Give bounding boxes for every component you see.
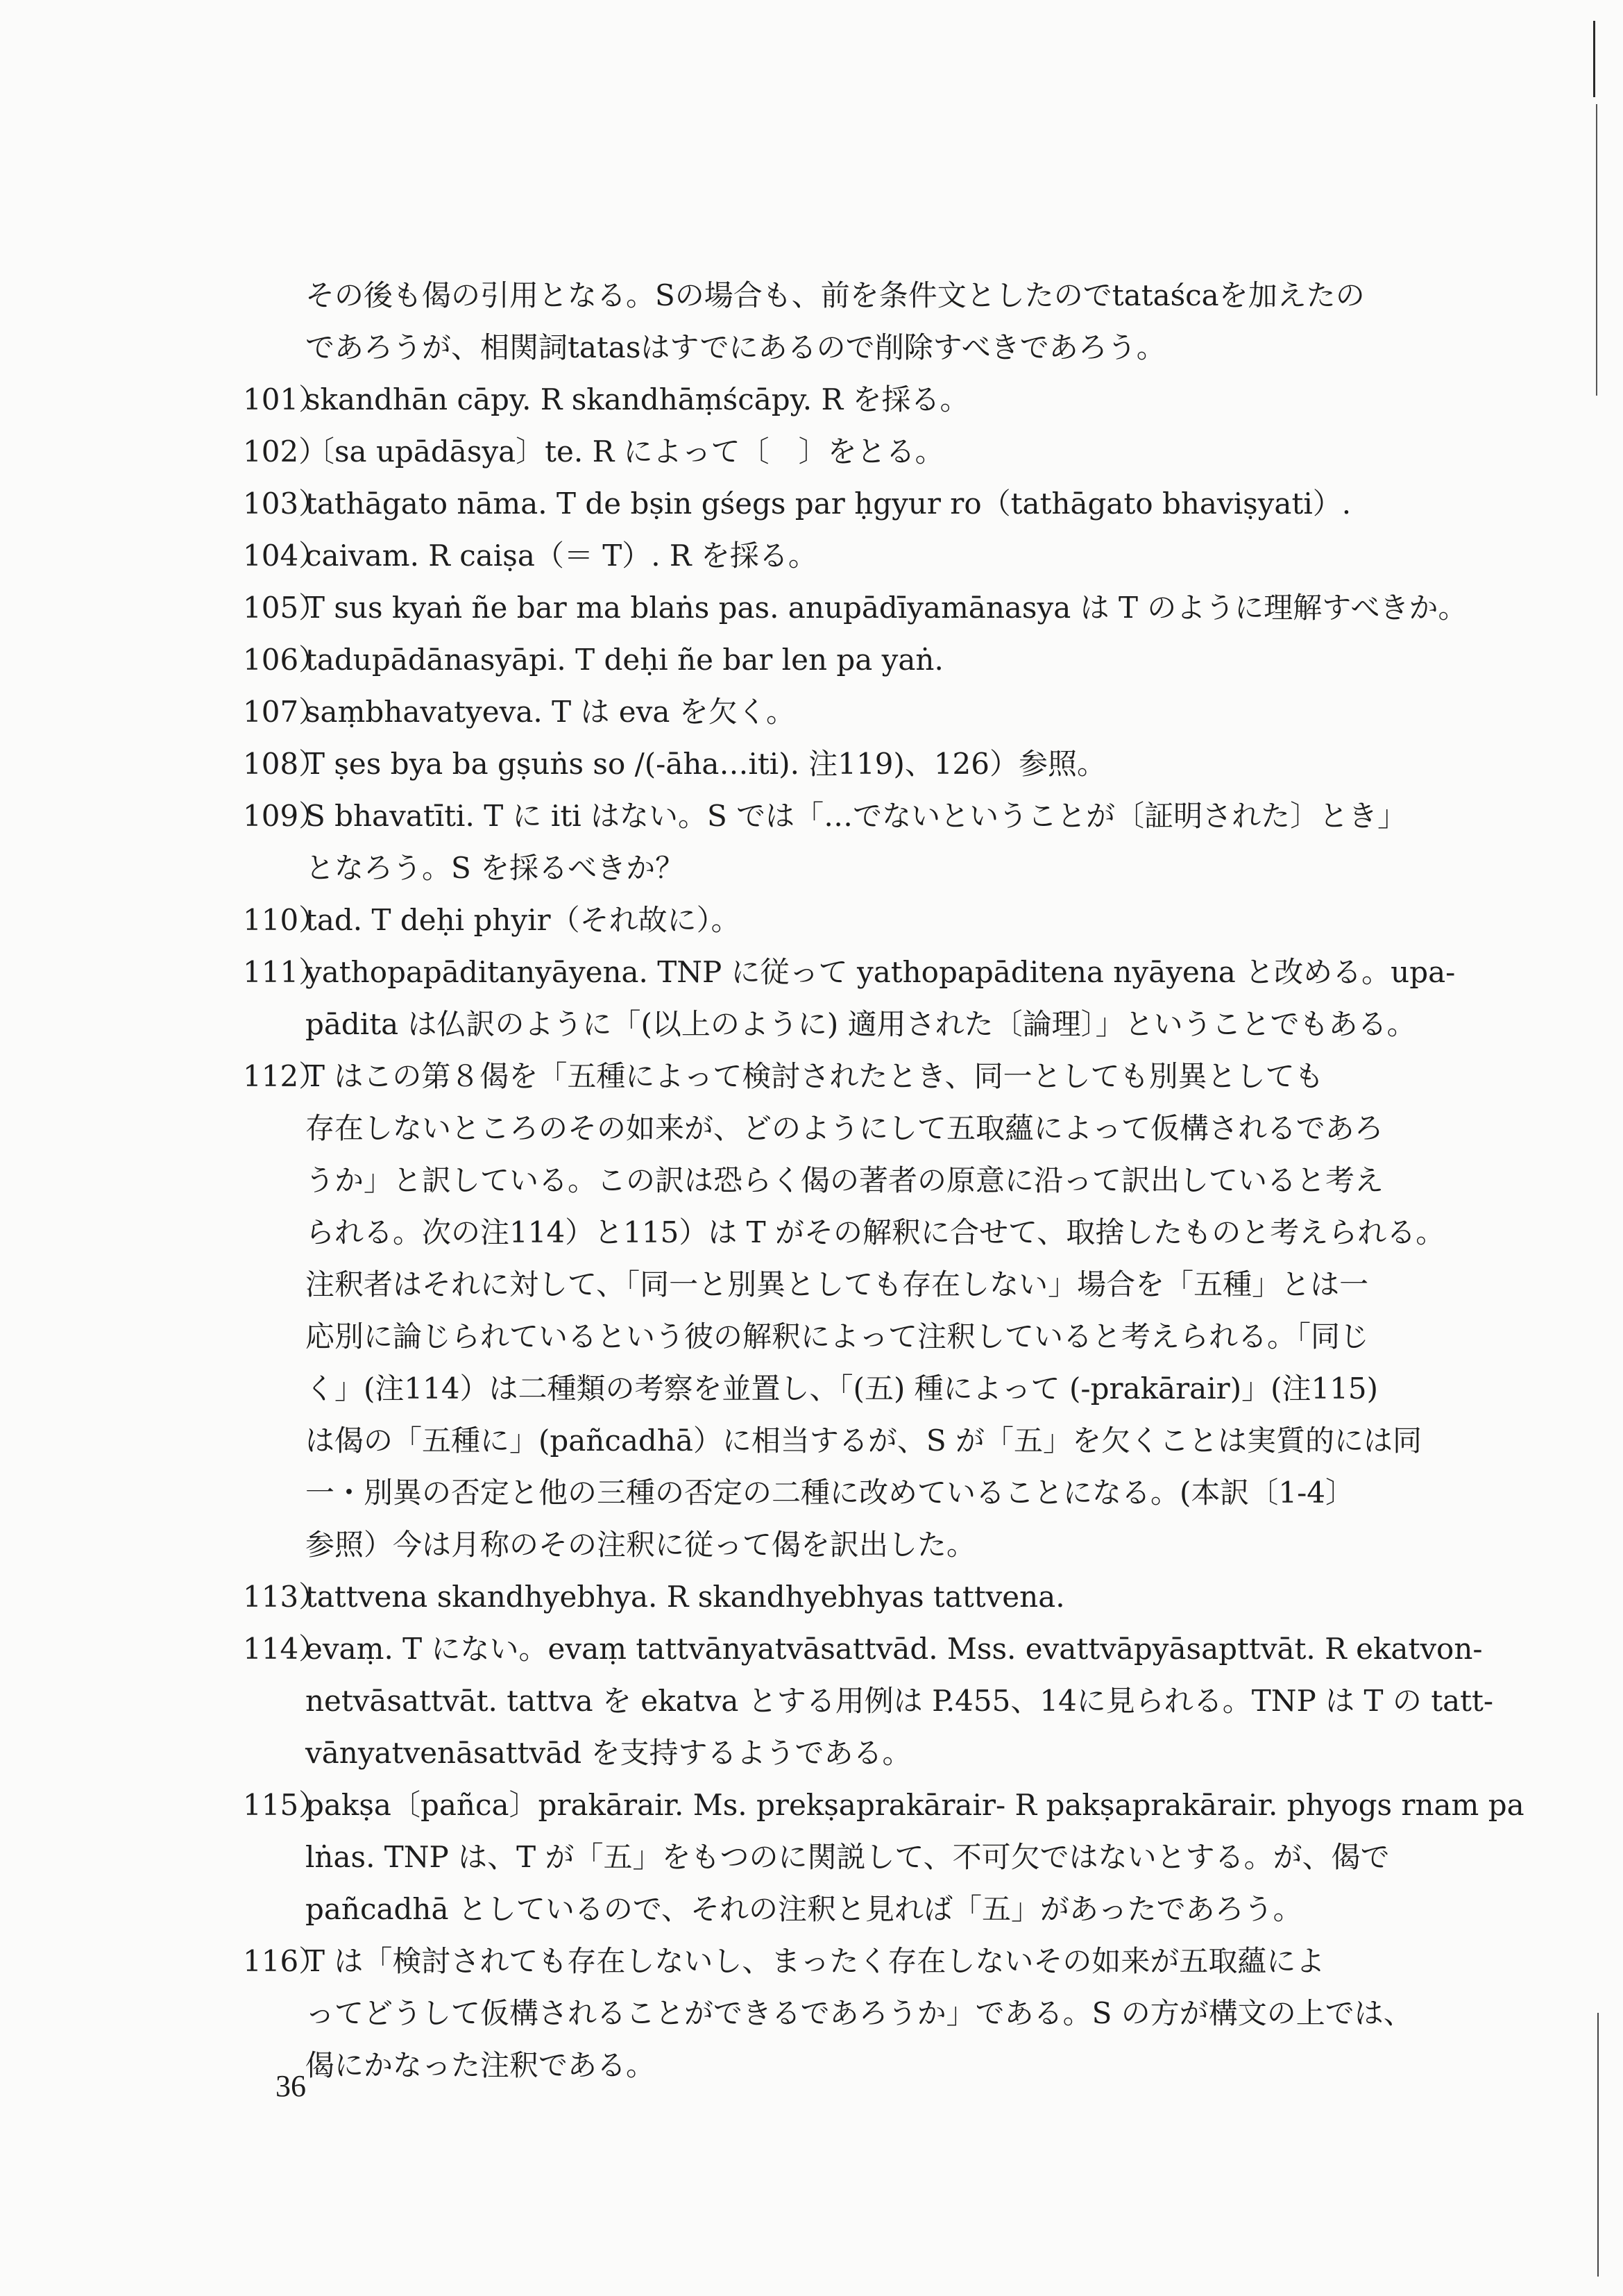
note-line: く」(注114）は二種類の考察を並置し、「(五) 種によって (-prakārair)」(注115) — [305, 1371, 1379, 1406]
note-item — [243, 1779, 1524, 1935]
scan-edge-line — [1593, 21, 1595, 97]
note-item — [243, 1935, 1422, 2091]
note-line: lṅas. TNP は、T が「五」をもつのに関説して、不可欠ではないとする。が、偈で — [305, 1840, 1390, 1874]
note-line: 一・別異の否定と他の三種の否定の二種に改めていることになる。(本訳〔1-4〕 — [305, 1476, 1355, 1510]
note-text — [305, 790, 1422, 894]
page-number: 36 — [275, 2069, 306, 2103]
note-line: 偈にかなった注釈である。 — [305, 2048, 656, 2082]
note-line: うか」と訳している。この訳は恐らく偈の著者の原意に沿って訳出していると考え — [305, 1163, 1384, 1197]
note-line: られる。次の注114）と115）は T がその解釈に合せて、取捨したものと考えられる。 — [305, 1215, 1445, 1249]
note-text — [305, 738, 1422, 790]
intro-line: であろうが、相関詞tatasはすでにあるので削除すべきであろう。 — [305, 330, 1166, 364]
note-item — [243, 1623, 1494, 1779]
note-number: 105） — [243, 591, 328, 625]
note-item — [243, 686, 1422, 738]
note-line: 参照）今は月称のその注釈に従って偈を訳出した。 — [305, 1528, 976, 1562]
note-text — [305, 946, 1455, 1050]
note-line: T はこの第８偈を「五種によって検討されたとき、同一としても別異としても — [305, 1059, 1324, 1093]
note-item — [243, 582, 1468, 634]
note-number: 109） — [243, 799, 328, 833]
note-line: となろう。S を採るべきか？ — [305, 851, 685, 885]
note-text — [305, 582, 1467, 634]
note-item — [243, 478, 1422, 530]
note-number: 113） — [243, 1580, 328, 1614]
scan-edge-line — [1597, 2013, 1599, 2277]
intro-paragraph — [243, 269, 1422, 373]
note-item — [243, 894, 1422, 946]
note-text — [305, 425, 1422, 478]
note-text — [305, 478, 1422, 530]
note-line: saṃbhavatyeva. T は eva を欠く。 — [305, 695, 795, 729]
note-line: T ṣes bya ba gṣuṅs so /(-āha…iti). 注119)、126）参照。 — [305, 747, 1106, 781]
note-text — [305, 373, 1422, 425]
note-number: 116） — [243, 1944, 328, 1978]
note-text — [305, 634, 1422, 686]
note-line: tad. T deḥi phyir（それ故に）。 — [305, 903, 740, 937]
note-number: 112） — [243, 1059, 328, 1093]
note-item — [243, 425, 1422, 478]
note-line: vānyatvenāsattvād を支持するようである。 — [305, 1736, 912, 1770]
note-number: 114） — [243, 1632, 328, 1666]
note-line: skandhān cāpy. R skandhāṃścāpy. R を採る。 — [305, 382, 969, 416]
note-line: 存在しないところのその如来が、どのようにして五取蘊によって仮構されるであろ — [305, 1111, 1384, 1145]
page-text — [243, 269, 1524, 2091]
note-text — [305, 1935, 1422, 2091]
note-text — [305, 894, 1422, 946]
note-text — [305, 686, 1422, 738]
note-number: 106） — [243, 643, 328, 677]
note-line: caivam. R caiṣa（＝ T）. R を採る。 — [305, 539, 817, 573]
intro-line: その後も偈の引用となる。Sの場合も、前を条件文としたのでtataścaを加えたの — [305, 278, 1365, 312]
note-text — [305, 530, 1422, 582]
note-item — [243, 790, 1422, 894]
note-line: evaṃ. T にない。evaṃ tattvānyatvāsattvād. Mss. evattvāpyāsapttvāt. R ekatvon- — [305, 1632, 1483, 1666]
scan-edge-line — [1596, 104, 1597, 396]
note-text — [305, 1623, 1493, 1779]
note-line: 応別に論じられているという彼の解釈によって注釈していると考えられる。「同じ — [305, 1319, 1370, 1353]
note-number: 111） — [243, 955, 328, 989]
note-line: pādita は仏訳のように「(以上のように) 適用された〔論理〕」ということでもある。 — [305, 1007, 1416, 1041]
note-item — [243, 1571, 1422, 1623]
note-text — [305, 1050, 1445, 1571]
note-line: tadupādānasyāpi. T deḥi ñe bar len pa yaṅ. — [305, 643, 944, 677]
note-line: T は「検討されても存在しないし、まったく存在しないその如来が五取蘊によ — [305, 1944, 1325, 1978]
note-line: pañcadhā としているので、それの注釈と見れば「五」があったであろう。 — [305, 1892, 1302, 1926]
note-line: tathāgato nāma. T de bṣin gśegs par ḥgyur ro（tathāgato bhaviṣyati）. — [305, 487, 1352, 521]
note-item — [243, 738, 1422, 790]
note-line: S bhavatīti. T に iti はない。S では「…でないということが〔証明された〕とき」 — [305, 799, 1407, 833]
notes-list — [243, 373, 1524, 2091]
note-line: yathopapāditanyāyena. TNP に従って yathopapāditena nyāyena と改める。upa- — [305, 955, 1456, 989]
note-item — [243, 1050, 1445, 1571]
note-text — [305, 1571, 1422, 1623]
note-number: 103） — [243, 487, 328, 521]
note-line: pakṣa〔pañca〕prakārair. Ms. prekṣaprakārair- R pakṣaprakārair. phyogs rnam pa — [305, 1788, 1524, 1822]
note-line: 注釈者はそれに対して、「同一と別異としても存在しない」場合を「五種」とは一 — [305, 1267, 1369, 1301]
note-item — [243, 634, 1422, 686]
note-number: 108） — [243, 747, 328, 781]
note-number: 107） — [243, 695, 328, 729]
note-number: 115） — [243, 1788, 328, 1822]
note-item — [243, 530, 1422, 582]
note-line: T sus kyaṅ ñe bar ma blaṅs pas. anupādīyamānasya は T のように理解すべきか。 — [305, 591, 1468, 625]
note-number: 110） — [243, 903, 328, 937]
note-line: ってどうして仮構されることができるであろうか」である。S の方が構文の上では、 — [305, 1996, 1413, 2030]
note-line: は偈の「五種に」(pañcadhā）に相当するが、S が「五」を欠くことは実質的には同 — [305, 1424, 1422, 1458]
note-line: 〔sa upādāsya〕te. R によって〔 〕をとる。 — [305, 434, 944, 469]
note-number: 104） — [243, 539, 328, 573]
note-line: tattvena skandhyebhya. R skandhyebhyas tattvena. — [305, 1580, 1065, 1614]
note-item — [243, 946, 1456, 1050]
note-number: 101） — [243, 382, 328, 416]
note-text — [305, 1779, 1524, 1935]
note-item — [243, 373, 1422, 425]
note-number: 102） — [243, 434, 328, 469]
note-line: netvāsattvāt. tattva を ekatva とする用例は P.455、14に見られる。TNP は T の tatt- — [305, 1684, 1494, 1718]
